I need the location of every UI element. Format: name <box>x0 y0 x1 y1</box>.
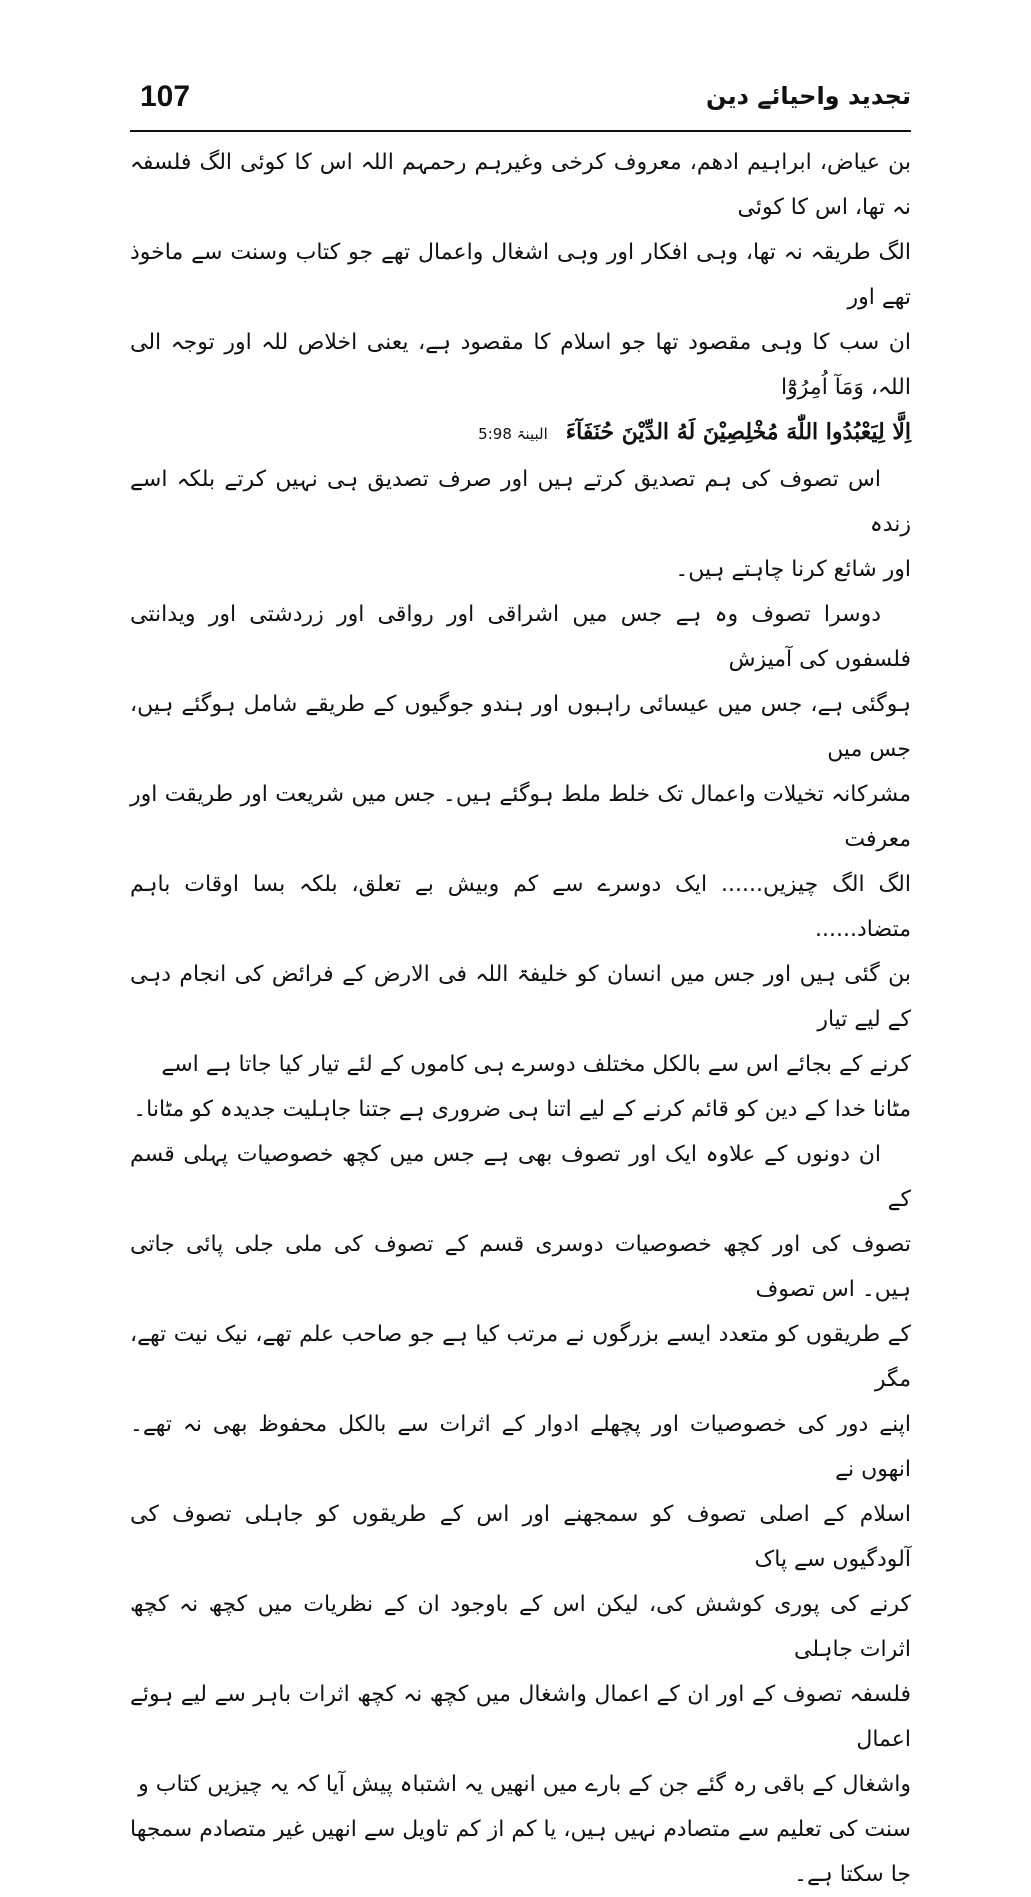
text-line: بن گئی ہیں اور جس میں انسان کو خلیفۃ اللہ فی الارض کے فرائض کی انجام دہی کے لیے تیار <box>130 962 911 1032</box>
text-line: مشرکانہ تخیلات واعمال تک خلط ملط ہوگئے ہیں۔ جس میں شریعت اور طریقت اور معرفت <box>130 782 911 852</box>
page-number: 107 <box>140 80 191 113</box>
text-line: اور شائع کرنا چاہتے ہیں۔ <box>675 557 911 582</box>
text-line: اپنے دور کی خصوصیات اور پچھلے ادوار کے اثرات سے بالکل محفوظ بھی نہ تھے۔ انھوں نے <box>130 1412 911 1482</box>
quran-verse-text: اِلَّا لِيَعْبُدُوا اللّٰهَ مُخْلِصِيْنَ لَهُ الدِّيْنَ حُنَفَآءَ <box>565 419 911 445</box>
text-line: کرنے کے بجائے اس سے بالکل مختلف دوسرے ہی کاموں کے لئے تیار کیا جاتا ہے اسے <box>161 1052 911 1077</box>
text-line: کے طریقوں کو متعدد ایسے بزرگوں نے مرتب کیا ہے جو صاحب علم تھے، نیک نیت تھے، مگر <box>130 1322 911 1392</box>
text-line: مٹانا خدا کے دین کو قائم کرنے کے لیے اتنا ہی ضروری ہے جتنا جاہلیت جدیدہ کو مٹانا۔ <box>133 1097 911 1122</box>
text-line: الگ طریقہ نہ تھا، وہی افکار اور وہی اشغال واعمال تھے جو کتاب وسنت سے ماخوذ تھے اور <box>130 240 911 310</box>
paragraph-4 <box>130 1132 911 1897</box>
text-line: واشغال کے باقی رہ گئے جن کے بارے میں انھیں یہ اشتباہ پیش آیا کہ یہ چیزیں کتاب و <box>138 1772 911 1797</box>
text-line: کرنے کی پوری کوشش کی، لیکن اس کے باوجود ان کے نظریات میں کچھ نہ کچھ اثرات جاہلی <box>130 1592 911 1662</box>
text-line: سنت کی تعلیم سے متصادم نہیں ہیں، یا کم از کم تاویل سے انھیں غیر متصادم سمجھا جا سکتا ہے۔ <box>130 1817 911 1887</box>
quran-verse <box>130 410 911 457</box>
text-line: ان سب کا وہی مقصود تھا جو اسلام کا مقصود ہے، یعنی اخلاص للہ اور توجہ الی اللہ، وَمَآ اُمِرُوْٓا <box>130 330 911 400</box>
paragraph-3 <box>130 592 911 1132</box>
text-line: ان دونوں کے علاوہ ایک اور تصوف بھی ہے جس میں کچھ خصوصیات پہلی قسم کے <box>130 1142 911 1212</box>
text-line: الگ الگ چیزیں...... ایک دوسرے سے کم وبیش بے تعلق، بلکہ بسا اوقات باہم متضاد...... <box>130 872 911 942</box>
header-rule <box>130 130 911 132</box>
text-line: فلسفہ تصوف کے اور ان کے اعمال واشغال میں کچھ نہ کچھ اثرات باہر سے لیے ہوئے اعمال <box>130 1682 911 1752</box>
text-line: ہوگئی ہے، جس میں عیسائی راہبوں اور ہندو جوگیوں کے طریقے شامل ہوگئے ہیں، جس میں <box>130 692 911 762</box>
text-line: دوسرا تصوف وہ ہے جس میں اشراقی اور رواقی اور زردشتی اور ویدانتی فلسفوں کی آمیزش <box>130 602 911 672</box>
paragraph-1 <box>130 140 911 410</box>
quran-verse-reference: البینۃ 5:98 <box>478 425 548 443</box>
paragraph-2 <box>130 457 911 592</box>
body-text <box>130 140 911 1897</box>
text-line: اس تصوف کی ہم تصدیق کرتے ہیں اور صرف تصدیق ہی نہیں کرتے بلکہ اسے زندہ <box>130 467 911 537</box>
text-line: اسلام کے اصلی تصوف کو سمجھنے اور اس کے طریقوں کو جاہلی تصوف کی آلودگیوں سے پاک <box>130 1502 911 1572</box>
text-line: تصوف کی اور کچھ خصوصیات دوسری قسم کے تصوف کی ملی جلی پائی جاتی ہیں۔ اس تصوف <box>130 1232 911 1302</box>
text-line: بن عیاض، ابراہیم ادھم، معروف کرخی وغیرہم رحمہم اللہ اس کا کوئی الگ فلسفہ نہ تھا، اس کا کوئی <box>130 150 911 220</box>
running-title: تجدید واحیائے دین <box>705 82 911 110</box>
